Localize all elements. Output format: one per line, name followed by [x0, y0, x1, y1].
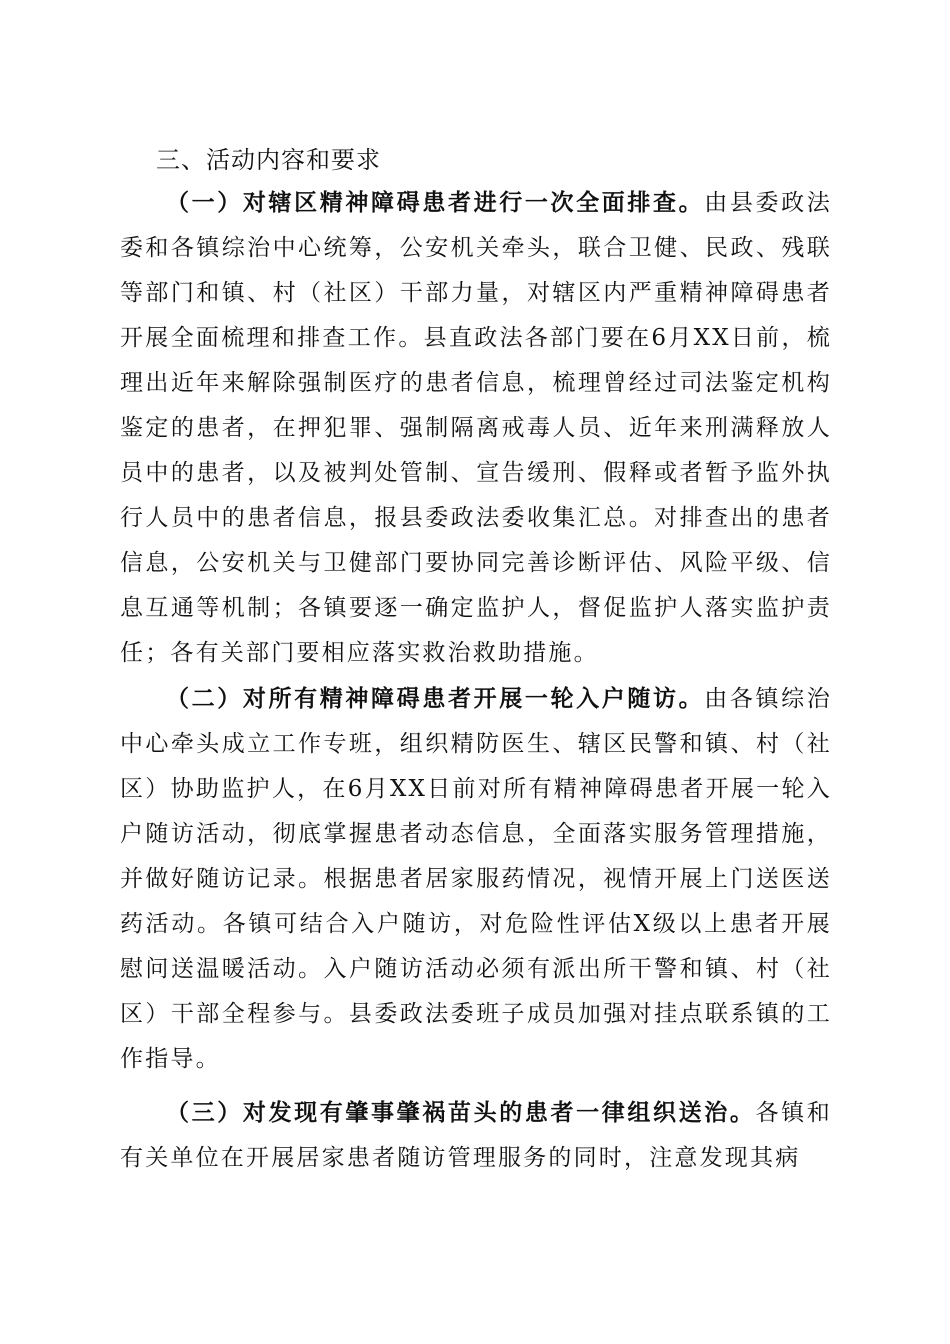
paragraph-1-lead: （一）对辖区精神障碍患者进行一次全面排查。 [166, 189, 705, 216]
paragraph-2-lead: （二）对所有精神障碍患者开展一轮入户随访。 [166, 685, 705, 712]
paragraph-2-body: 由各镇综治中心牵头成立工作专班，组织精防医生、辖区民警和镇、村（社区）协助监护人，在6月XX日前对所有精神障碍患者开展一轮入户随访活动，彻底掌握患者动态信息，全面落实服务管理措施，并做好随访记录。根据患者居家服药情况，视情开展上门送医送药活动。各镇可结合入户随访，对危险性评估X级以上患者开展慰问送温暖活动。入户随访活动必须有派出所干警和镇、村（社区）干部全程参与。县委政法委班子成员加强对挂点联系镇的工作指导。 [120, 686, 833, 1072]
paragraph-3-body: 各镇和有关单位在开展居家患者随访管理服务的同时，注意发现其病 [120, 1100, 832, 1171]
paragraph-1-body: 由县委政法委和各镇综治中心统筹，公安机关牵头，联合卫健、民政、残联等部门和镇、村（社区）干部力量，对辖区内严重精神障碍患者开展全面梳理和排查工作。县直政法各部门要在6月XX日前，梳理出近年来解除强制医疗的患者信息，梳理曾经过司法鉴定机构鉴定的患者，在押犯罪、强制隔离戒毒人员、近年来刑满释放人员中的患者，以及被判处管制、宣告缓刑、假释或者暂予监外执行人员中的患者信息，报县委政法委收集汇总。对排查出的患者信息，公安机关与卫健部门要协同完善诊断评估、风险平级、信息互通等机制；各镇要逐一确定监护人，督促监护人落实监护责任；各有关部门要相应落实救治救助措施。 [120, 190, 833, 666]
paragraph-1 [120, 180, 832, 676]
paragraph-3-lead: （三）对发现有肇事肇祸苗头的患者一律组织送治。 [166, 1099, 756, 1126]
paragraph-2 [120, 676, 832, 1082]
document-page [120, 140, 832, 1181]
section-heading: 三、活动内容和要求 [156, 146, 381, 174]
paragraph-3 [120, 1090, 832, 1181]
